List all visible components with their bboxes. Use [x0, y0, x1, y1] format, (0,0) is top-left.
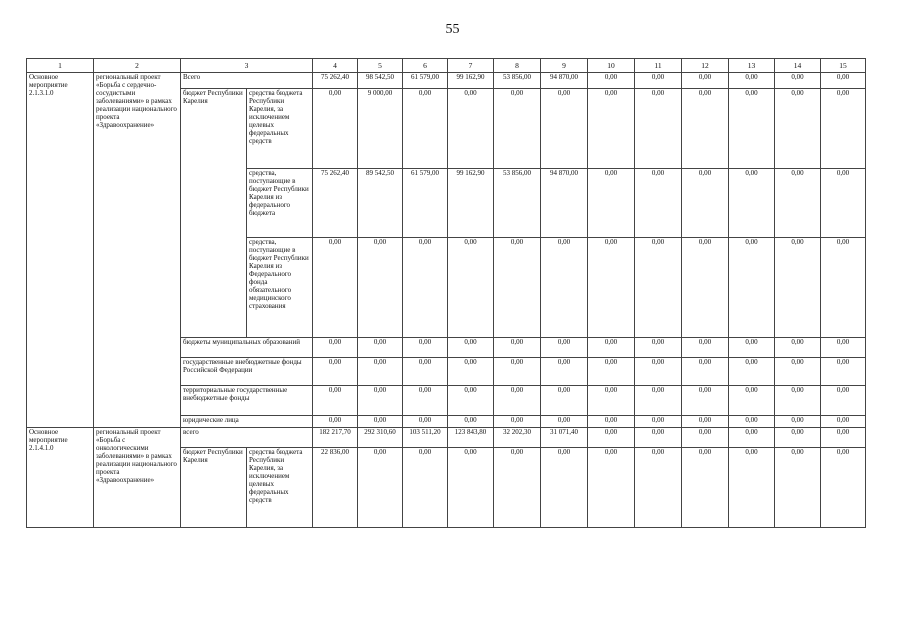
- budget-label: бюджет Республики Карелия: [181, 448, 247, 528]
- value-cell: 0,00: [403, 416, 448, 428]
- value-cell: 0,00: [494, 448, 541, 528]
- value-cell: 0,00: [682, 338, 729, 358]
- value-cell: 0,00: [448, 358, 494, 386]
- value-cell: 0,00: [775, 428, 821, 448]
- value-cell: 0,00: [403, 448, 448, 528]
- header-cell: 10: [588, 59, 635, 73]
- value-cell: 0,00: [775, 416, 821, 428]
- value-cell: 0,00: [729, 386, 775, 416]
- value-cell: 292 310,60: [358, 428, 403, 448]
- value-cell: 0,00: [775, 169, 821, 238]
- value-cell: 0,00: [821, 169, 866, 238]
- value-cell: 0,00: [588, 358, 635, 386]
- header-cell: 5: [358, 59, 403, 73]
- value-cell: 0,00: [635, 338, 682, 358]
- value-cell: 0,00: [541, 238, 588, 338]
- row-label: территориальные государственные внебюджетные фонды: [181, 386, 313, 416]
- value-cell: 103 511,20: [403, 428, 448, 448]
- header-cell: 1: [27, 59, 94, 73]
- value-cell: 0,00: [403, 358, 448, 386]
- value-cell: 0,00: [821, 89, 866, 169]
- value-cell: 123 843,80: [448, 428, 494, 448]
- value-cell: 0,00: [541, 416, 588, 428]
- table-row: [27, 73, 866, 89]
- value-cell: 0,00: [541, 386, 588, 416]
- header-cell: 2: [94, 59, 181, 73]
- header-cell: 15: [821, 59, 866, 73]
- project-cell: региональный проект «Борьба с онкологическими заболеваниями» в рамках реализации национального проекта «Здравоохранение»: [94, 428, 181, 528]
- value-cell: 0,00: [682, 89, 729, 169]
- value-cell: 0,00: [588, 89, 635, 169]
- value-cell: 0,00: [588, 238, 635, 338]
- value-cell: 0,00: [821, 238, 866, 338]
- value-cell: 0,00: [821, 416, 866, 428]
- value-cell: 0,00: [541, 448, 588, 528]
- value-cell: 0,00: [821, 73, 866, 89]
- header-row: [27, 59, 866, 73]
- value-cell: 61 579,00: [403, 169, 448, 238]
- value-cell: 0,00: [541, 358, 588, 386]
- value-cell: 0,00: [358, 338, 403, 358]
- header-cell: 13: [729, 59, 775, 73]
- value-cell: 0,00: [588, 73, 635, 89]
- value-cell: 0,00: [588, 416, 635, 428]
- value-cell: 182 217,70: [313, 428, 358, 448]
- value-cell: 0,00: [448, 89, 494, 169]
- value-cell: 0,00: [313, 238, 358, 338]
- value-cell: 0,00: [494, 338, 541, 358]
- value-cell: 0,00: [682, 238, 729, 338]
- value-cell: 0,00: [541, 89, 588, 169]
- activity-cell: Основное мероприятие 2.1.4.1.0: [27, 428, 94, 528]
- value-cell: 0,00: [448, 448, 494, 528]
- row-label: Всего: [181, 73, 313, 89]
- value-cell: 0,00: [729, 448, 775, 528]
- value-cell: 0,00: [448, 386, 494, 416]
- value-cell: 99 162,90: [448, 73, 494, 89]
- row-label: бюджеты муниципальных образований: [181, 338, 313, 358]
- value-cell: 0,00: [821, 386, 866, 416]
- value-cell: 0,00: [729, 73, 775, 89]
- header-cell: 4: [313, 59, 358, 73]
- value-cell: 0,00: [358, 238, 403, 338]
- value-cell: 0,00: [729, 428, 775, 448]
- value-cell: 75 262,40: [313, 169, 358, 238]
- value-cell: 0,00: [775, 338, 821, 358]
- value-cell: 0,00: [403, 386, 448, 416]
- header-cell: 9: [541, 59, 588, 73]
- value-cell: 0,00: [448, 238, 494, 338]
- value-cell: 0,00: [588, 338, 635, 358]
- activity-cell: Основное мероприятие 2.1.3.1.0: [27, 73, 94, 428]
- value-cell: 0,00: [358, 358, 403, 386]
- page-number: 55: [445, 22, 460, 37]
- row-label: средства бюджета Республики Карелия, за исключением целевых федеральных средств: [247, 89, 313, 169]
- value-cell: 0,00: [635, 448, 682, 528]
- value-cell: 0,00: [313, 416, 358, 428]
- value-cell: 61 579,00: [403, 73, 448, 89]
- header-cell: 3: [181, 59, 313, 73]
- value-cell: 0,00: [775, 448, 821, 528]
- value-cell: 0,00: [682, 73, 729, 89]
- value-cell: 0,00: [313, 338, 358, 358]
- value-cell: 22 836,00: [313, 448, 358, 528]
- value-cell: 0,00: [729, 358, 775, 386]
- value-cell: 0,00: [541, 338, 588, 358]
- header-cell: 11: [635, 59, 682, 73]
- value-cell: 0,00: [494, 386, 541, 416]
- value-cell: 0,00: [682, 448, 729, 528]
- row-label: средства бюджета Республики Карелия, за исключением целевых федеральных средств: [247, 448, 313, 528]
- value-cell: 0,00: [313, 358, 358, 386]
- value-cell: 0,00: [775, 238, 821, 338]
- row-label: средства, поступающие в бюджет Республики Карелия из Федерального фонда обязательного медицинского страхования: [247, 238, 313, 338]
- value-cell: 0,00: [635, 89, 682, 169]
- value-cell: 0,00: [635, 428, 682, 448]
- value-cell: 0,00: [313, 89, 358, 169]
- value-cell: 0,00: [403, 89, 448, 169]
- value-cell: 0,00: [821, 338, 866, 358]
- row-label: средства, поступающие в бюджет Республики Карелия из федерального бюджета: [247, 169, 313, 238]
- value-cell: 0,00: [358, 448, 403, 528]
- value-cell: 0,00: [775, 358, 821, 386]
- value-cell: 0,00: [682, 386, 729, 416]
- header-cell: 8: [494, 59, 541, 73]
- budget-label: бюджет Республики Карелия: [181, 89, 247, 338]
- value-cell: 98 542,50: [358, 73, 403, 89]
- value-cell: 0,00: [588, 428, 635, 448]
- value-cell: 0,00: [588, 386, 635, 416]
- value-cell: 0,00: [729, 416, 775, 428]
- value-cell: 0,00: [635, 238, 682, 338]
- value-cell: 0,00: [775, 89, 821, 169]
- table-row: [27, 428, 866, 448]
- value-cell: 0,00: [775, 73, 821, 89]
- value-cell: 0,00: [729, 338, 775, 358]
- header-cell: 6: [403, 59, 448, 73]
- value-cell: 0,00: [729, 238, 775, 338]
- value-cell: 0,00: [635, 169, 682, 238]
- value-cell: 0,00: [494, 238, 541, 338]
- value-cell: 99 162,90: [448, 169, 494, 238]
- value-cell: 0,00: [448, 338, 494, 358]
- value-cell: 0,00: [494, 89, 541, 169]
- value-cell: 0,00: [682, 358, 729, 386]
- value-cell: 0,00: [494, 416, 541, 428]
- value-cell: 0,00: [682, 416, 729, 428]
- header-cell: 7: [448, 59, 494, 73]
- value-cell: 0,00: [635, 416, 682, 428]
- value-cell: 32 202,30: [494, 428, 541, 448]
- value-cell: 0,00: [821, 428, 866, 448]
- value-cell: 0,00: [403, 338, 448, 358]
- value-cell: 0,00: [729, 169, 775, 238]
- row-label: юридические лица: [181, 416, 313, 428]
- value-cell: 75 262,40: [313, 73, 358, 89]
- project-cell: региональный проект «Борьба с сердечно-сосудистыми заболеваниями» в рамках реализации национального проекта «Здравоохранение»: [94, 73, 181, 428]
- value-cell: 31 071,40: [541, 428, 588, 448]
- value-cell: 0,00: [588, 169, 635, 238]
- value-cell: 53 856,00: [494, 73, 541, 89]
- value-cell: 0,00: [448, 416, 494, 428]
- value-cell: 94 870,00: [541, 73, 588, 89]
- budget-table: [26, 58, 866, 528]
- value-cell: 53 856,00: [494, 169, 541, 238]
- row-label: всего: [181, 428, 313, 448]
- row-label: государственные внебюджетные фонды Российской Федерации: [181, 358, 313, 386]
- value-cell: 89 542,50: [358, 169, 403, 238]
- value-cell: 0,00: [358, 416, 403, 428]
- value-cell: 0,00: [682, 169, 729, 238]
- value-cell: 0,00: [494, 358, 541, 386]
- header-cell: 12: [682, 59, 729, 73]
- value-cell: 9 000,00: [358, 89, 403, 169]
- value-cell: 94 870,00: [541, 169, 588, 238]
- value-cell: 0,00: [358, 386, 403, 416]
- value-cell: 0,00: [635, 386, 682, 416]
- value-cell: 0,00: [775, 386, 821, 416]
- value-cell: 0,00: [821, 358, 866, 386]
- value-cell: 0,00: [635, 73, 682, 89]
- value-cell: 0,00: [313, 386, 358, 416]
- value-cell: 0,00: [821, 448, 866, 528]
- value-cell: 0,00: [682, 428, 729, 448]
- value-cell: 0,00: [729, 89, 775, 169]
- header-cell: 14: [775, 59, 821, 73]
- value-cell: 0,00: [635, 358, 682, 386]
- value-cell: 0,00: [588, 448, 635, 528]
- value-cell: 0,00: [403, 238, 448, 338]
